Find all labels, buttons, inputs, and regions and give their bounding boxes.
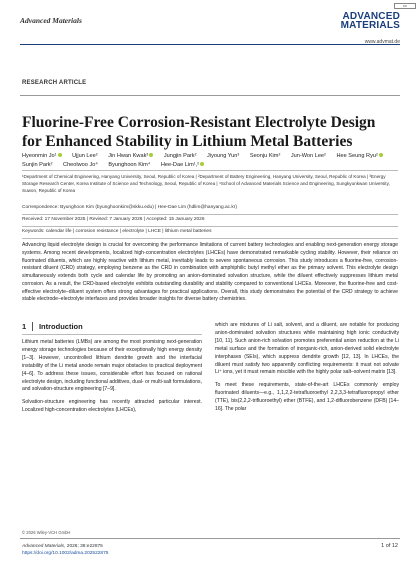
- author-list: [22, 152, 398, 169]
- footer-volume: , 2026; 38:e22875: [64, 544, 103, 549]
- journal-url-link[interactable]: www.advmat.de: [364, 39, 400, 45]
- dates-divider: [22, 214, 398, 215]
- author-name: Hee Seung Ryu²: [336, 153, 378, 159]
- correspondence[interactable]: Correspondence: Byunghoon Kim (byunghoonkim@skku.edu) | Hee-Dae Lim (hdlim@hanyang.ac.kr): [22, 205, 237, 210]
- author[interactable]: [108, 152, 153, 161]
- doi-link[interactable]: https://doi.org/10.1002/adma.202522875: [22, 551, 109, 556]
- author-name: Jungjin Park²: [163, 153, 197, 159]
- footer-citation: [22, 543, 108, 557]
- article-dates: Received: 17 November 2025 | Revised: 7 January 2026 | Accepted: 15 January 2026: [22, 217, 205, 222]
- keywords: Keywords: calendar life | corrosion resistance | electrolyte | LHCE | lithium metal batteries: [22, 229, 212, 234]
- section-separator: [32, 322, 33, 331]
- header-divider: [20, 44, 400, 45]
- body-column-left: [22, 322, 202, 420]
- author-name: Ujjun Lee²: [72, 153, 98, 159]
- article-type: RESEARCH ARTICLE: [22, 80, 87, 86]
- body-paragraph: which are mixtures of Li salt, solvent, and a diluent, are notable for producing anion-dominated solvation structures while maintaining high ionic conductivity [10, 11]. Such anion-rich solvation promotes preferential anion reduction at the Li metal surface and the formation of inorganic-rich, anion-derived solid electrolyte interphases (SEIs), which suppress dendrite growth [12, 13]. In LHCEs, the diluent must satisfy two apparently conflicting requirements: it must not solvate Li⁺ ions, yet it must remain miscible with the highly polar salt–solvent matrix [13].: [215, 322, 399, 376]
- author[interactable]: [108, 161, 150, 170]
- license-badge: cc: [394, 3, 416, 9]
- author[interactable]: [207, 152, 239, 161]
- orcid-icon[interactable]: [200, 162, 204, 166]
- author-name: Seonju Kim²: [249, 153, 281, 159]
- orcid-icon[interactable]: [379, 153, 383, 157]
- author-name: Jiyoung Yun³: [207, 153, 240, 159]
- page-number: 1 of 12: [381, 543, 398, 549]
- body-paragraph: To meet these requirements, state-of-the-art LHCEs commonly employ fluorinated diluents—e.g., 1,1,2,2-tetrafluoroethyl 2,2,3,3-tetrafluoropropyl ether (TTE), bis(2,2,2-trifluoroethyl) ether (BTFE), and 1,2-difluorobenzene (DFB) [14–16]. The polar: [215, 382, 399, 413]
- author-name: Jun-Won Lee²: [290, 153, 326, 159]
- author[interactable]: [63, 161, 98, 170]
- footer-journal: Advanced Materials: [22, 544, 65, 549]
- journal-logo[interactable]: [341, 12, 400, 30]
- affiliations-divider: [22, 170, 398, 171]
- author[interactable]: [336, 152, 382, 161]
- abstract-divider: [22, 238, 398, 239]
- body-paragraph: Lithium metal batteries (LMBs) are among the most promising next-generation energy storage technologies because of their exceptionally high energy density [1–3]. However, uncontrolled lithium dendrite growth and the interfacial instability of the Li metal anode remain major obstacles to practical deployment [4–6]. To address these issues, considerable effort has focused on rational electrolyte design, including functional additives, dual- or multi-salt formulations, and solvation-structure engineering [7–9].: [22, 339, 202, 393]
- body-paragraph: Solvation-structure engineering has recently attracted particular interest. Localized high-concentration electrolytes (LHCEs),: [22, 399, 202, 414]
- author[interactable]: [22, 152, 62, 161]
- author[interactable]: [161, 161, 204, 170]
- section-divider: [22, 334, 202, 335]
- copyright: © 2026 Wiley-VCH GmbH: [22, 530, 71, 535]
- article-type-divider: [20, 95, 400, 96]
- abstract: Advancing liquid electrolyte design is crucial for overcoming the performance limitations of current battery technologies and enabling next-generation energy storage systems. Among recent developments, localized high-concentration electrolytes (LHCEs) have demonstrated remarkable cycling stability. However, their reliance on fluorinated diluents, which are highly reactive with lithium metal, inevitably leads to severe spontaneous corrosion. This study introduces a fluorine-free, corrosion-resistant diluent (CRD) strategy, employing benzene as the CRD in combination with amphiphilic butyl methyl ether as the primary solvent. This electrolyte design simultaneously extends both cycle and calendar life by promoting an anion-dominated solvation structure, while the diluent effectively suppresses lithium metal corrosion. As a result, the CRD-based electrolyte exhibits outstanding durability and stability compared to conventional LHCEs. Moreover, the fluorine-free and cost-effective electrolyte–diluent system offers strong advantages for practical applications. Overall, this study demonstrates the potential of the CRD strategy to achieve stable electrode–electrolyte interfaces and provides broader insights for diverse battery chemistries.: [22, 242, 398, 303]
- orcid-icon[interactable]: [149, 153, 153, 157]
- author-name: Cheolwoo Jo⁴: [63, 161, 98, 168]
- author[interactable]: [22, 161, 52, 170]
- orcid-icon[interactable]: [58, 153, 62, 157]
- affiliations: ¹Department of Chemical Engineering, Hanyang University, Seoul, Republic of Korea | ²Department of Battery Engineering, Hanyang University, Seoul, Republic of Korea | ³Energy Storage Research Center, Korea Institute of Science and Technology, Seoul, Republic of Korea | ⁴School of Advanced Materials Science and Engineering, Sungkyunkwan University, Suwon, Republic of Korea: [22, 174, 390, 193]
- article-title: Fluorine-Free Corrosion-Resistant Electrolyte Design for Enhanced Stability in Lithium Metal Batteries: [22, 114, 376, 150]
- section-heading: [22, 322, 202, 331]
- author-name: Sunjin Park²: [22, 161, 53, 168]
- author[interactable]: [72, 152, 98, 161]
- author[interactable]: [250, 152, 280, 161]
- journal-name: Advanced Materials: [20, 16, 82, 25]
- author-name: Hyeonmin Jo¹: [22, 153, 57, 159]
- citation-line: [22, 543, 108, 550]
- author-name: Byunghoon Kim⁴: [108, 161, 151, 168]
- footer-divider: [20, 538, 400, 539]
- author[interactable]: [164, 152, 197, 161]
- section-number: 1: [22, 322, 27, 331]
- logo-line-2: MATERIALS: [340, 20, 400, 31]
- section-title: Introduction: [38, 322, 83, 331]
- body-column-right: [215, 322, 399, 419]
- journal-header: [20, 11, 400, 45]
- keywords-divider: [22, 226, 398, 227]
- logo-line-1: ADVANCED: [342, 11, 400, 22]
- author[interactable]: [291, 152, 326, 161]
- author-name: Jin Hwan Kwak³: [108, 153, 149, 159]
- author-name: Hee-Dae Lim¹,²: [160, 161, 200, 168]
